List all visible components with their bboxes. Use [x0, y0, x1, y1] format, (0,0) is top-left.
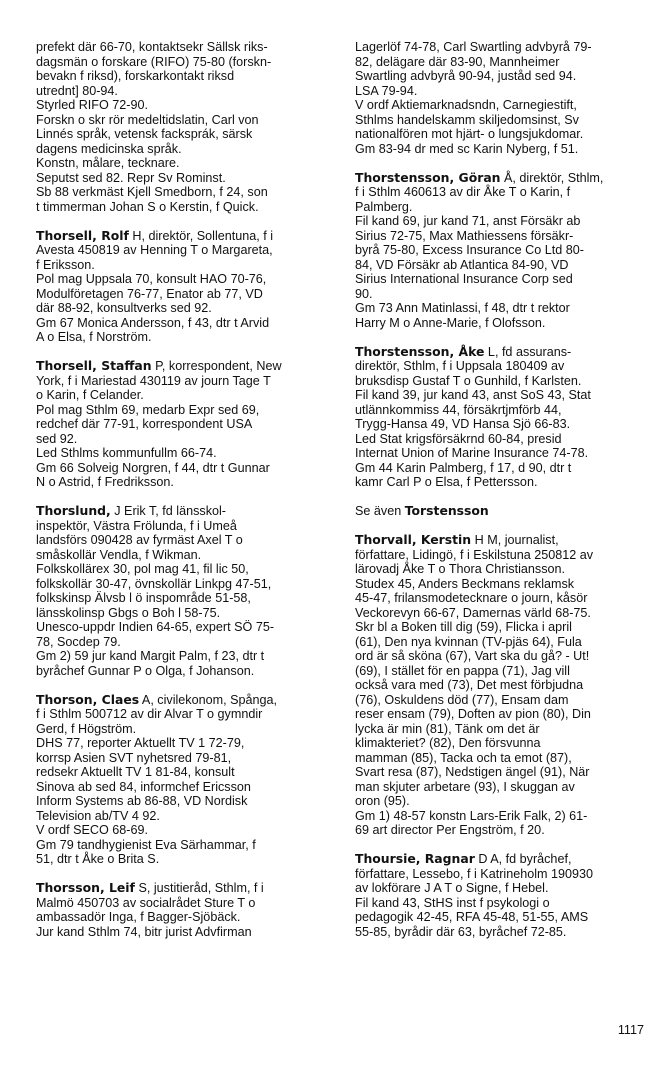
entry-heading-rest: Å, direktör, Sthlm, [500, 170, 604, 185]
entry-line: Swartling advbyrå 90-94, juståd sed 94. [355, 69, 577, 83]
entry-name: Thoursie, Ragnar [355, 851, 475, 866]
entry-thorslund-erik [36, 504, 332, 678]
entry-line: byråchef Gunnar P o Olga, f Johanson. [36, 663, 255, 678]
entry-line: landsförs 090428 av fyrmäst Axel T o [36, 533, 243, 547]
entry-line: Fil kand 69, jur kand 71, anst Försäkr ab [355, 214, 581, 228]
entry-name: Thorson, Claes [36, 691, 140, 707]
entry-name: Thorvall, Kerstin [355, 532, 472, 547]
entry-line: Fil kand 39, jur kand 43, anst SoS 43, Stat [355, 388, 591, 402]
entry-line: klimakteriet? (82), Den försvunna [355, 736, 541, 750]
entry-thorstensson-goran [355, 171, 653, 331]
entry-line: Gm 44 Karin Palmberg, f 17, d 90, dtr t [355, 460, 572, 475]
entry-line: Television ab/TV 4 92. [36, 808, 160, 823]
entry-line: Malmö 450703 av socialrådet Sture T o [36, 895, 256, 910]
entry-line: folkskinsp Älvsb l ö inspområde 51-58, [36, 591, 251, 605]
entry-line: prefekt där 66-70, kontaktsekr Sällsk riks- [36, 40, 268, 54]
entry-heading [36, 693, 332, 708]
entry-heading-rest: S, justitieråd, Sthlm, f i [134, 881, 264, 895]
entry-line: 84, VD Försäkr ab Atlantica 84-90, VD [355, 257, 569, 272]
see-also-reference [355, 504, 653, 519]
entry-line: sed 92. [36, 431, 78, 446]
entry-line: 55-85, byrådir där 63, byråchef 72-85. [355, 924, 567, 939]
entry-line: DHS 77, reporter Aktuellt TV 1 72-79, [36, 736, 245, 750]
entry-name: Thorstensson, Göran [355, 169, 501, 185]
entry-line: Harry M o Anne-Marie, f Olofsson. [355, 315, 546, 330]
entry-line: kamr Carl P o Elsa, f Pettersson. [355, 475, 538, 489]
entry-line: 82, delägare där 83-90, Mannheimer [355, 54, 560, 69]
entry-line: ambassadör Inga, f Bagger-Sjöbäck. [36, 910, 241, 924]
entry-line: direktör, Sthlm, f i Uppsala 180409 av [355, 359, 565, 373]
entry-heading [36, 359, 332, 374]
entry-line: 78, Socdep 79. [36, 634, 121, 649]
entry-line: 51, dtr t Åke o Brita S. [36, 852, 160, 866]
see-also-line [355, 504, 653, 519]
entry-line: lärovadj Åke T o Thora Christiansson. [355, 562, 566, 576]
entry-thorsell-rolf [36, 229, 332, 345]
entry-line: utrednt] 80-94. [36, 83, 118, 98]
entry-heading [355, 533, 653, 548]
entry-line: Palmberg. [355, 199, 413, 214]
entry-line: man skjuter arbetare (93), I skuggan av [355, 779, 575, 794]
entry-line: (69), I stället för en pappa (71), Jag vill [355, 663, 570, 678]
left-column [36, 40, 332, 954]
entry-line: Veckorevyn 66-67, Damernas värld 68-75. [355, 605, 591, 620]
entry-line: Konstn, målare, tecknare. [36, 156, 180, 170]
entry-line: f i Sthlm 500712 av dir Alvar T o gymndir [36, 707, 263, 721]
entry-line: reser ensam (79), Doften av pion (80), Din [355, 707, 591, 721]
entry-line: f Eriksson. [36, 257, 95, 272]
entry-line: Gm 79 tandhygienist Eva Särhammar, f [36, 837, 256, 852]
entry-line: f i Sthlm 460613 av dir Åke T o Karin, f [355, 185, 571, 199]
entry-line: Fil kand 43, StHS inst f psykologi o [355, 895, 550, 910]
entry-line: mamman (85), Tacka och ta emot (87), [355, 750, 572, 765]
entry-line: Gm 83-94 dr med sc Karin Nyberg, f 51. [355, 141, 579, 156]
entry-line: 90. [355, 286, 373, 301]
entry-line: Styrled RIFO 72-90. [36, 98, 148, 112]
entry-line: Forskn o skr rör medeltidslatin, Carl von [36, 112, 259, 127]
entry-thorsell-staffan [36, 359, 332, 490]
entry-line: Linnés språk, vetensk facksprák, särsk [36, 127, 253, 141]
entry-line: Led Sthlms kommunfullm 66-74. [36, 446, 217, 460]
entry-line: folkskollär 30-47, övnskollär Linkpg 47-51, [36, 576, 272, 591]
entry-heading [355, 852, 653, 867]
entry-heading-rest: D A, fd byråchef, [474, 852, 572, 866]
entry-line: Pol mag Uppsala 70, konsult HAO 70-76, [36, 272, 267, 286]
entry-line: redchef där 77-91, korrespondent USA [36, 417, 253, 431]
see-also-prefix: Se även [355, 504, 405, 518]
entry-line: V ordf SECO 68-69. [36, 823, 148, 837]
entry-line: småskollär Vendla, f Wikman. [36, 547, 202, 562]
entry-thorstensson-ake [355, 345, 653, 490]
entry-heading-rest: J Erik T, fd länsskol- [110, 504, 226, 518]
entry-line: Folkskollärex 30, pol mag 41, fil lic 50, [36, 562, 249, 576]
entry-line: inspektör, Västra Frölunda, f i Umeå [36, 518, 237, 533]
entry-line: Gm 1) 48-57 konstn Lars-Erik Falk, 2) 61- [355, 808, 588, 823]
entry-thorson-claes [36, 693, 332, 867]
entry-line: A o Elsa, f Norström. [36, 330, 152, 344]
entry-line: 45-47, frilansmodetecknare o journ, kåsör [355, 591, 588, 605]
entry-line: o Karin, f Celander. [36, 388, 144, 402]
entry-line: Svart resa (87), Nedstigen ängel (91), När [355, 765, 590, 779]
entry-line: Sirius International Insurance Corp sed [355, 272, 573, 286]
entry-line: Trygg-Hansa 49, VD Hansa Sjö 66-83. [355, 417, 571, 431]
entry-line: Pol mag Sthlm 69, medarb Expr sed 69, [36, 402, 260, 417]
entry-heading-rest: P, korrespondent, New [151, 359, 282, 373]
entry-line: oron (95). [355, 794, 410, 808]
entry-heading-rest: A, civilekonom, Spånga, [139, 692, 278, 707]
entry-line: Gm 2) 59 jur kand Margit Palm, f 23, dtr t [36, 649, 265, 663]
entry-heading [355, 171, 653, 186]
entry-line: V ordf Aktiemarknadsndn, Carnegiestift, [355, 98, 577, 112]
entry-line: Sirius 72-75, Max Mathiessens försäkr- [355, 228, 574, 243]
entry-line: korrsp Asien SVT nyhetsred 79-81, [36, 750, 232, 765]
entry-line: lycka är min (81), Tänk om det är [355, 721, 540, 736]
right-column [355, 40, 653, 954]
entry-line: Modulföretagen 76-77, Enator ab 77, VD [36, 286, 263, 301]
entry-line: länsskolinsp Gbgs o Boh l 58-75. [36, 605, 221, 620]
entry-line: Sthlms handelskamm skiljedomsinst, Sv [355, 112, 579, 127]
entry-line: Led Stat krigsförsäkrnd 60-84, presid [355, 431, 562, 446]
entry-line: Avesta 450819 av Henning T o Margareta, [36, 243, 273, 257]
entry-line: LSA 79-94. [355, 83, 418, 98]
entry-name: Thorstensson, Åke [355, 343, 485, 359]
entry-line: dagens medicinska språk. [36, 141, 182, 156]
entry-name: Thorsson, Leif [36, 880, 135, 895]
entry-line: också vara med (73), Det mest förbjudna [355, 678, 584, 692]
entry-line: Jur kand Sthlm 74, bitr jurist Advfirman [36, 924, 252, 939]
see-also-name: Torstensson [404, 503, 489, 518]
entry-line: Sb 88 verkmäst Kjell Smedborn, f 24, son [36, 185, 268, 199]
entry-line: pedagogik 42-45, RFA 45-48, 51-55, AMS [355, 910, 589, 924]
entry-line: bruksdisp Gustaf T o Gunhild, f Karlsten. [355, 373, 582, 388]
entry-continuation [355, 40, 653, 156]
entry-name: Thorslund, [36, 503, 111, 518]
entry-thoursie-ragnar [355, 852, 653, 939]
entry-line: Internat Union of Marine Insurance 74-78. [355, 446, 589, 460]
entry-heading-rest: H, direktör, Sollentuna, f i [128, 228, 274, 243]
entry-name: Thorsell, Rolf [36, 227, 129, 243]
entry-line: redsekr Aktuellt TV 1 81-84, konsult [36, 765, 235, 779]
entry-heading [36, 229, 332, 244]
entry-heading [36, 881, 332, 896]
entry-line: N o Astrid, f Fredriksson. [36, 475, 174, 489]
entry-heading [36, 504, 332, 519]
entry-line: 69 art director Per Engström, f 20. [355, 823, 545, 837]
entry-line: författare, Lessebo, f i Katrineholm 190930 [355, 866, 594, 881]
entry-line: där 88-92, konsultverks sed 92. [36, 301, 212, 315]
entry-line: författare, Lidingö, f i Eskilstuna 250812 av [355, 547, 594, 562]
entry-heading-rest: H M, journalist, [471, 533, 559, 547]
entry-line: (76), Oskuldens död (77), Ensam dam [355, 692, 569, 707]
entry-line: Gm 67 Monica Andersson, f 43, dtr t Arvid [36, 315, 270, 330]
entry-line: York, f i Mariestad 430119 av journ Tage T [36, 373, 271, 388]
entry-line: bevakn f riksd), forskarkontakt riksd [36, 69, 235, 83]
entry-line: Gm 66 Solveig Norgren, f 44, dtr t Gunnar [36, 460, 270, 475]
entry-heading-rest: L, fd assurans- [484, 344, 572, 359]
entry-line: Lagerlöf 74-78, Carl Swartling advbyrå 79- [355, 40, 592, 54]
entry-line: byrå 75-80, Excess Insurance Co Ltd 80- [355, 243, 584, 257]
entry-line: Skr bl a Boken till dig (59), Flicka i april [355, 620, 572, 634]
entry-line: av lokförare J A T o Signe, f Hebel. [355, 881, 549, 895]
entry-thorvall-kerstin [355, 533, 653, 838]
entry-line: Unesco-uppdr Indien 64-65, expert SÖ 75- [36, 620, 275, 634]
entry-line: Studex 45, Anders Beckmans reklamsk [355, 576, 575, 591]
entry-heading [355, 345, 653, 360]
entry-thorsson-leif [36, 881, 332, 939]
page-number: 1117 [617, 1023, 644, 1037]
entry-line: t timmerman Johan S o Kerstin, f Quick. [36, 199, 259, 214]
entry-line: dagsmän o forskare (RIFO) 75-80 (forskn- [36, 54, 272, 69]
entry-line: ord är så sköna (67), Vart ska du gå? - Ut! [355, 649, 590, 663]
entry-line: Gm 73 Ann Matinlassi, f 48, dtr t rektor [355, 301, 570, 315]
entry-line: (61), Den nya kvinnan (TV-pjäs 64), Fula [355, 634, 582, 649]
entry-line: Inform Systems ab 86-88, VD Nordisk [36, 794, 248, 808]
entry-name: Thorsell, Staffan [36, 358, 152, 373]
entry-line: nationalfören mot hjärt- o lungsjukdomar. [355, 127, 584, 141]
entry-line: Sinova ab sed 84, informchef Ericsson [36, 779, 251, 794]
entry-line: utlännkommiss 44, försäkrtjmförb 44, [355, 402, 562, 417]
entry-line: Gerd, f Högström. [36, 721, 137, 736]
entry-line: Seputst sed 82. Repr Sv Rominst. [36, 170, 226, 185]
entry-continuation [36, 40, 332, 214]
